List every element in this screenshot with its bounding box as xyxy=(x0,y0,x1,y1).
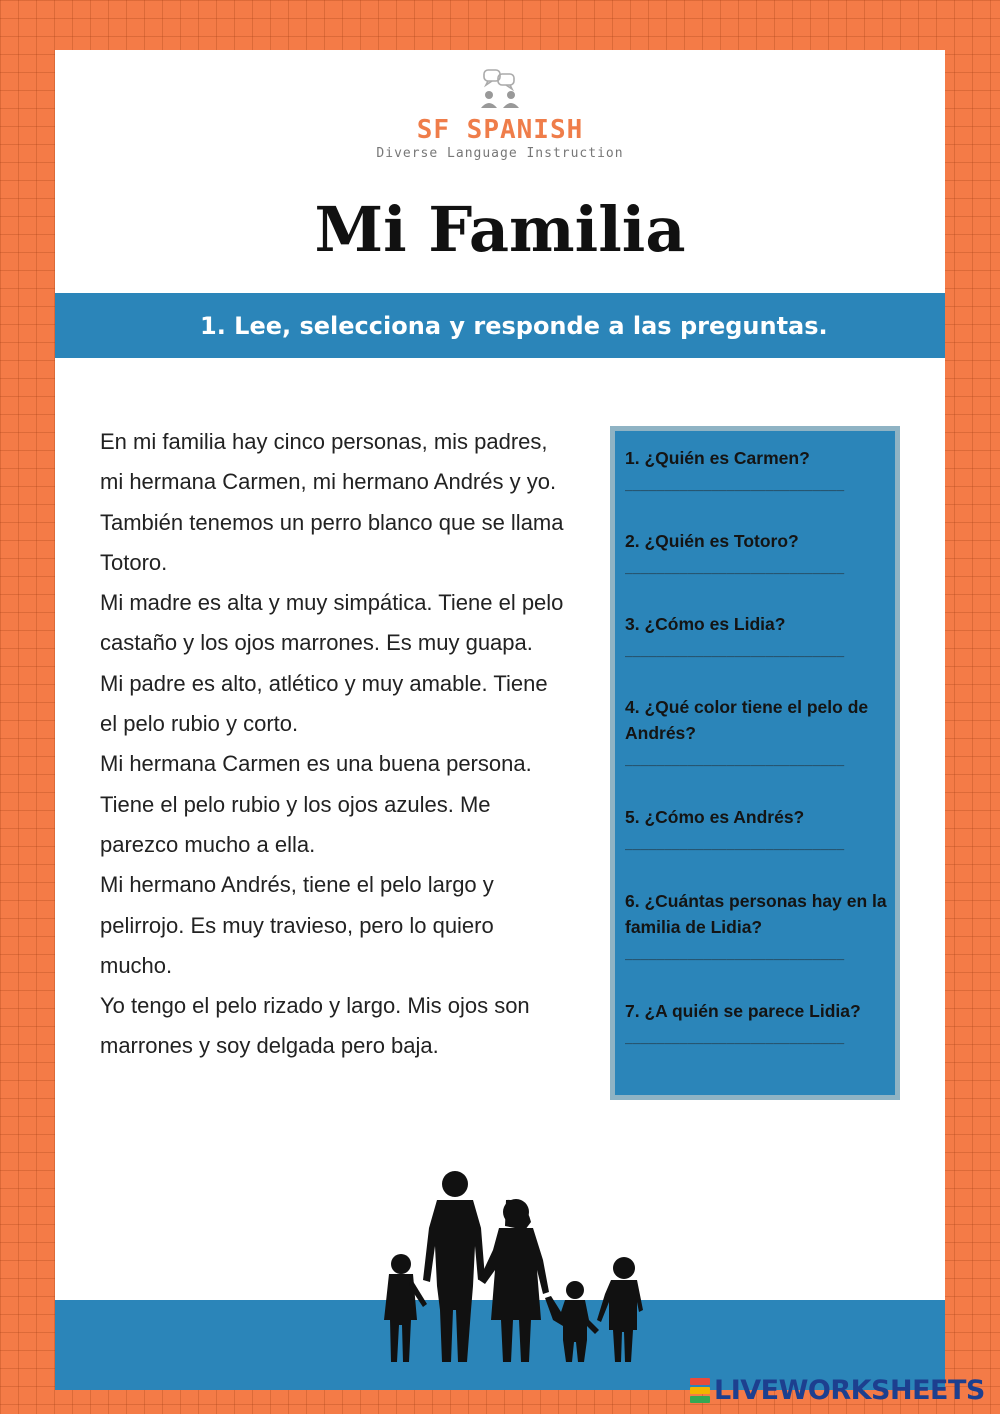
instruction-band xyxy=(55,293,945,358)
answer-field[interactable]: ____________________________ xyxy=(625,1030,845,1045)
answer-field[interactable]: ____________________________ xyxy=(625,477,845,492)
watermark-text: LIVEWORKSHEETS xyxy=(714,1374,985,1406)
answer-field[interactable]: ____________________________ xyxy=(625,752,845,767)
answer-field[interactable]: ____________________________ xyxy=(625,560,845,575)
logo xyxy=(55,68,945,161)
story-paragraph: Mi hermana Carmen es una buena persona. Tiene el pelo rubio y los ojos azules. Me parezco mucho a ella. xyxy=(100,751,532,857)
logo-tagline: Diverse Language Instruction xyxy=(376,146,624,161)
question-text: 4. ¿Qué color tiene el pelo de Andrés? xyxy=(625,697,869,743)
question-text: 2. ¿Quién es Totoro? xyxy=(625,531,799,551)
question-item xyxy=(625,611,887,659)
question-text: 6. ¿Cuántas personas hay en la familia de Lidia? xyxy=(625,891,887,937)
chat-people-icon xyxy=(470,68,530,110)
story-paragraph: En mi familia hay cinco personas, mis padres, mi hermana Carmen, mi hermano Andrés y yo. También tenemos un perro blanco que se llama Totoro. xyxy=(100,429,564,575)
question-text: 3. ¿Cómo es Lidia? xyxy=(625,614,786,634)
instruction-text: 1. Lee, selecciona y responde a las preguntas. xyxy=(200,312,828,340)
family-silhouette xyxy=(375,1170,665,1370)
story-paragraph: Mi madre es alta y muy simpática. Tiene el pelo castaño y los ojos marrones. Es muy guapa. xyxy=(100,590,564,656)
question-text: 1. ¿Quién es Carmen? xyxy=(625,448,810,468)
questions-box xyxy=(610,426,900,1100)
reading-text xyxy=(100,422,570,1067)
question-text: 5. ¿Cómo es Andrés? xyxy=(625,807,805,827)
liveworksheets-badge-icon xyxy=(690,1376,710,1404)
question-item xyxy=(625,888,887,962)
question-item xyxy=(625,445,887,493)
question-item xyxy=(625,528,887,576)
story-paragraph: Yo tengo el pelo rizado y largo. Mis ojos son marrones y soy delgada pero baja. xyxy=(100,993,530,1059)
question-item xyxy=(625,694,887,768)
liveworksheets-watermark xyxy=(690,1373,985,1407)
logo-name: SF SPANISH xyxy=(416,115,584,145)
story-paragraph: Mi hermano Andrés, tiene el pelo largo y pelirrojo. Es muy travieso, pero lo quiero mucho. xyxy=(100,872,494,978)
question-item xyxy=(625,998,887,1046)
question-text: 7. ¿A quién se parece Lidia? xyxy=(625,1001,861,1021)
answer-field[interactable]: ____________________________ xyxy=(625,836,845,851)
story-paragraph: Mi padre es alto, atlético y muy amable. Tiene el pelo rubio y corto. xyxy=(100,670,548,737)
answer-field[interactable]: ____________________________ xyxy=(625,643,845,658)
question-item xyxy=(625,804,887,852)
page-title: Mi Familia xyxy=(314,193,686,266)
worksheet-page xyxy=(55,50,945,1390)
answer-field[interactable]: ____________________________ xyxy=(625,946,845,961)
